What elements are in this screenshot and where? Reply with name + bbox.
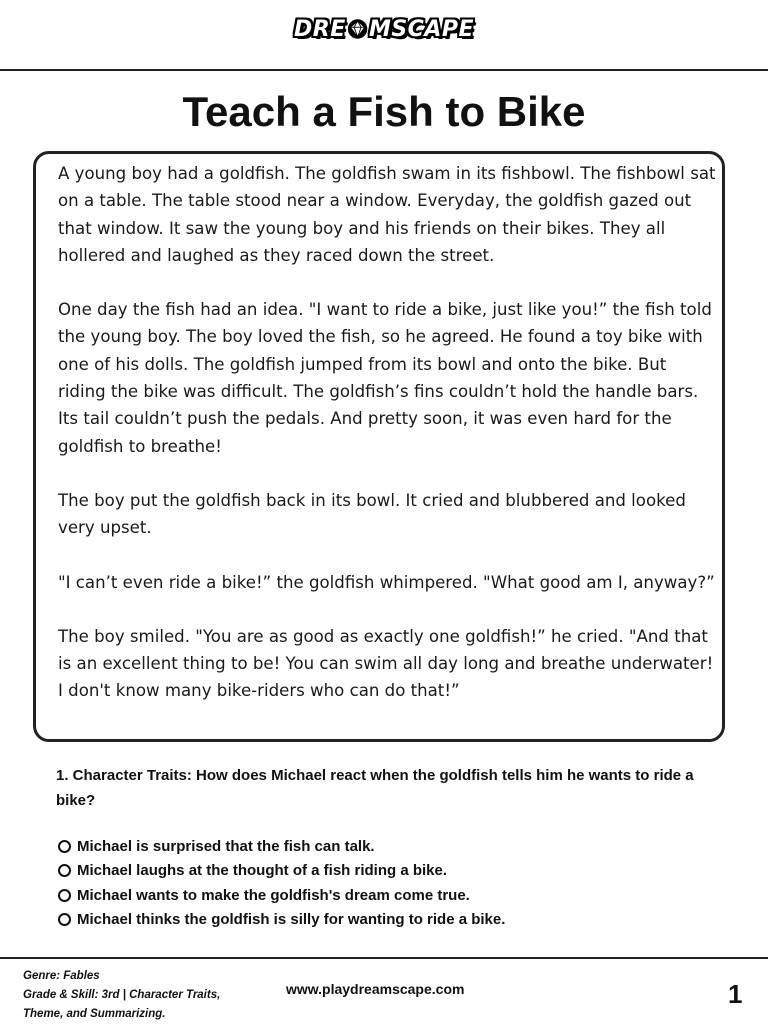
story-paragraph: "I can’t even ride a bike!” the goldfish whimpered. "What good am I, anyway?”	[58, 572, 715, 592]
radio-circle-icon[interactable]	[58, 889, 71, 902]
radio-circle-icon[interactable]	[58, 840, 71, 853]
website-link[interactable]: www.playdreamscape.com	[286, 981, 465, 997]
answer-option[interactable]	[56, 834, 716, 859]
radio-circle-icon[interactable]	[58, 864, 71, 877]
story-paragraph: The boy smiled. "You are as good as exactly one goldfish!” he cried. "And that is an excellent thing to be! You can swim all day long and breathe underwater! I don't know many bike-riders who can do that!”	[58, 626, 714, 701]
story-paragraph: The boy put the goldfish back in its bowl. It cried and blubbered and looked very upset.	[58, 490, 686, 538]
answer-option[interactable]	[56, 859, 716, 884]
answer-option-label: Michael thinks the goldfish is silly for wanting to ride a bike.	[77, 911, 506, 929]
dreamscape-logo	[294, 12, 474, 46]
answer-option-label: Michael is surprised that the fish can talk.	[77, 837, 375, 855]
answer-option[interactable]	[56, 883, 716, 908]
gem-icon	[347, 18, 368, 40]
logo-text-right: MSCAPE	[368, 16, 474, 42]
page-header	[0, 0, 768, 71]
page-title: Teach a Fish to Bike	[182, 88, 586, 135]
logo-text-left: DRE	[294, 16, 346, 42]
story-paragraph: A young boy had a goldfish. The goldfish swam in its fishbowl. The fishbowl sat on a table. The table stood near a window. Everyday, the goldfish gazed out that window. It saw the young boy and his friends on their bikes. They all hollered and laughed as they raced down the street.	[58, 164, 716, 265]
answer-option[interactable]	[56, 908, 716, 933]
question-text: 1. Character Traits: How does Michael react when the goldfish tells him he wants to ride a bike?	[56, 767, 694, 809]
footer-meta	[23, 967, 263, 1024]
answer-option-label: Michael laughs at the thought of a fish riding a bike.	[77, 862, 448, 880]
page-footer	[0, 957, 768, 1026]
answer-options	[56, 834, 716, 932]
story-paragraph: One day the fish had an idea. "I want to ride a bike, just like you!” the fish told the young boy. The boy loved the fish, so he agreed. He found a toy bike with one of his dolls. The goldfish jumped from its bowl and onto the bike. But riding the bike was difficult. The goldfish’s fins couldn’t hold the handle bars. Its tail couldn’t push the pedals. And pretty soon, it was even hard for the goldfish to breathe!	[58, 300, 712, 456]
grade-skill-label: Grade & Skill: 3rd | Character Traits, Theme, and Summarizing.	[23, 989, 221, 1020]
page-number: 1	[728, 979, 743, 1009]
story-text	[58, 160, 718, 732]
radio-circle-icon[interactable]	[58, 913, 71, 926]
genre-label: Genre: Fables	[23, 970, 100, 982]
answer-option-label: Michael wants to make the goldfish's dream come true.	[77, 886, 470, 904]
